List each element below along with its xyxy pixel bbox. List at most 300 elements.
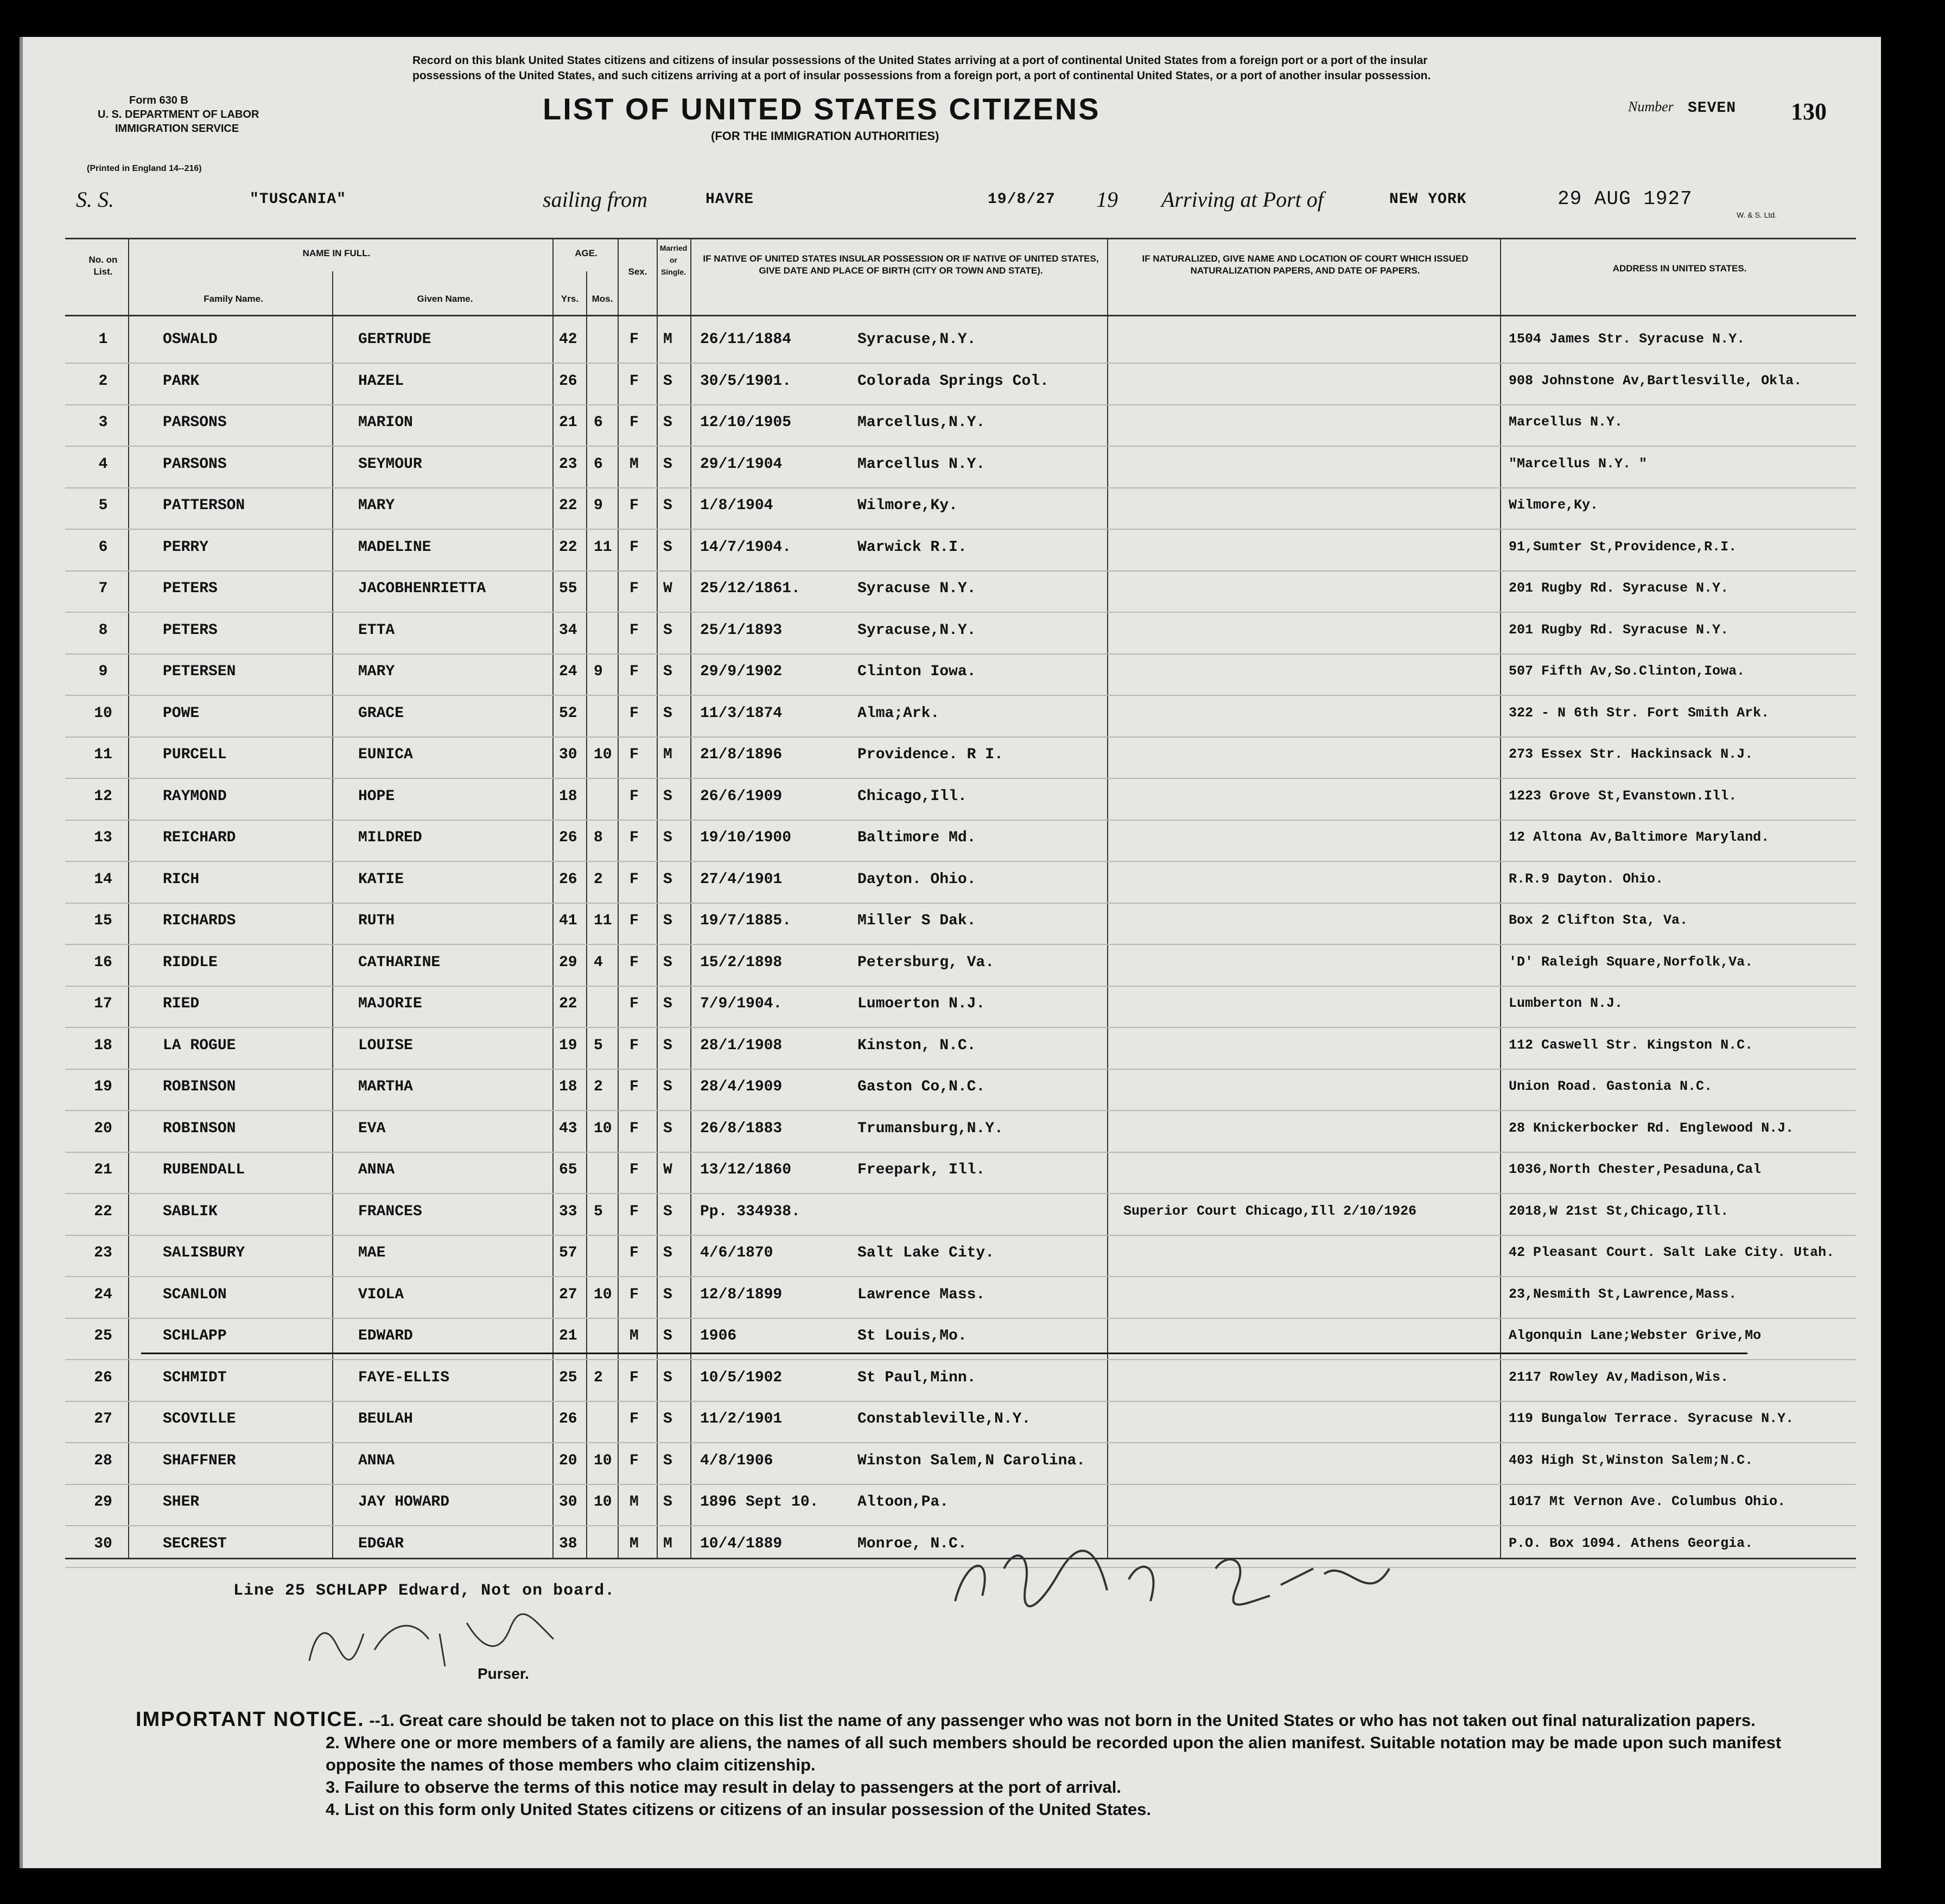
- row-30-yrs: 38: [559, 1535, 577, 1552]
- row-5-addr: Wilmore,Ky.: [1509, 497, 1599, 513]
- row-5-yrs: 22: [559, 497, 577, 514]
- row-11-no: 11: [94, 746, 112, 763]
- col-family: Family Name.: [204, 294, 263, 304]
- handwritten-signature-officer: [933, 1536, 1422, 1628]
- row-17-date: 7/9/1904.: [700, 995, 783, 1012]
- row-13-date: 19/10/1900: [700, 829, 792, 846]
- row-12-family: RAYMOND: [163, 788, 227, 805]
- row-19-ms: S: [663, 1078, 672, 1095]
- row-17-ms: S: [663, 995, 672, 1012]
- ship-name: "TUSCANIA": [250, 191, 347, 208]
- row-13-no: 13: [94, 829, 112, 846]
- row-10-ms: S: [663, 705, 672, 722]
- ss-label: S. S.: [76, 187, 114, 212]
- row-29-given: JAY HOWARD: [358, 1494, 450, 1510]
- row-14-sex: F: [630, 871, 639, 888]
- row-rule: [65, 487, 1856, 488]
- row-5-date: 1/8/1904: [700, 497, 773, 514]
- row-15-no: 15: [94, 912, 112, 929]
- arriving-label: Arriving at Port of: [1161, 187, 1324, 212]
- row-22-sex: F: [630, 1203, 639, 1220]
- row-rule: [65, 903, 1856, 904]
- page-number: 130: [1791, 98, 1827, 125]
- row-18-date: 28/1/1908: [700, 1037, 783, 1054]
- row-6-place: Warwick R.I.: [857, 538, 967, 556]
- row-20-no: 20: [94, 1120, 112, 1137]
- row-17-yrs: 22: [559, 995, 577, 1012]
- row-16-place: Petersburg, Va.: [857, 954, 995, 971]
- row-19-place: Gaston Co,N.C.: [857, 1078, 986, 1095]
- row-28-place: Winston Salem,N Carolina.: [857, 1452, 1086, 1469]
- row-rule: [65, 1484, 1856, 1485]
- row-21-addr: 1036,North Chester,Pesaduna,Cal: [1509, 1162, 1762, 1177]
- row-24-family: SCANLON: [163, 1286, 227, 1303]
- row-28-addr: 403 High St,Winston Salem;N.C.: [1509, 1452, 1753, 1468]
- row-29-no: 29: [94, 1494, 112, 1510]
- row-22-family: SABLIK: [163, 1203, 218, 1220]
- row-1-yrs: 42: [559, 331, 577, 348]
- row-1-place: Syracuse,N.Y.: [857, 331, 976, 348]
- row-13-place: Baltimore Md.: [857, 829, 976, 846]
- row-3-given: MARION: [358, 414, 413, 431]
- row-6-yrs: 22: [559, 538, 577, 556]
- row-26-mos: 2: [594, 1369, 603, 1386]
- row-4-place: Marcellus N.Y.: [857, 455, 986, 473]
- row-19-given: MARTHA: [358, 1078, 413, 1095]
- row-10-no: 10: [94, 705, 112, 722]
- row-rule: [65, 986, 1856, 987]
- row-rule: [65, 570, 1856, 572]
- row-rule: [65, 653, 1856, 655]
- row-30-place: Monroe, N.C.: [857, 1535, 967, 1552]
- row-rule: [65, 695, 1856, 696]
- row-6-given: MADELINE: [358, 538, 431, 556]
- row-8-sex: F: [630, 621, 639, 639]
- row-30-date: 10/4/1889: [700, 1535, 783, 1552]
- row-11-given: EUNICA: [358, 746, 413, 763]
- row-rule: [65, 1235, 1856, 1236]
- row-rule: [65, 612, 1856, 613]
- row-24-yrs: 27: [559, 1286, 577, 1303]
- col-rule: [586, 271, 587, 1558]
- row-3-no: 3: [98, 414, 108, 431]
- row-12-yrs: 18: [559, 788, 577, 805]
- row-4-family: PARSONS: [163, 455, 227, 473]
- row-8-yrs: 34: [559, 621, 577, 639]
- row-4-given: SEYMOUR: [358, 455, 422, 473]
- row-18-sex: F: [630, 1037, 639, 1054]
- row-23-yrs: 57: [559, 1245, 577, 1261]
- printed-note: (Printed in England 14--216): [87, 164, 202, 173]
- row-20-place: Trumansburg,N.Y.: [857, 1120, 1003, 1137]
- row-6-ms: S: [663, 538, 672, 556]
- row-20-family: ROBINSON: [163, 1120, 236, 1137]
- row-3-family: PARSONS: [163, 414, 227, 431]
- row-21-sex: F: [630, 1162, 639, 1178]
- row-15-place: Miller S Dak.: [857, 912, 976, 929]
- row-27-given: BEULAH: [358, 1411, 413, 1427]
- row-9-ms: S: [663, 663, 672, 680]
- row-13-sex: F: [630, 829, 639, 846]
- row-28-date: 4/8/1906: [700, 1452, 773, 1469]
- row-11-place: Providence. R I.: [857, 746, 1003, 763]
- row-4-no: 4: [98, 455, 108, 473]
- row-22-nat: Superior Court Chicago,Ill 2/10/1926: [1123, 1203, 1417, 1219]
- row-14-mos: 2: [594, 871, 603, 888]
- row-1-sex: F: [630, 331, 639, 348]
- row-23-ms: S: [663, 1245, 672, 1261]
- row-rule: [65, 944, 1856, 945]
- row-16-given: CATHARINE: [358, 954, 441, 971]
- row-6-sex: F: [630, 538, 639, 556]
- row-17-given: MAJORIE: [358, 995, 422, 1012]
- row-rule: [65, 1401, 1856, 1402]
- row-22-given: FRANCES: [358, 1203, 422, 1220]
- row-25-ms: S: [663, 1328, 672, 1344]
- row-17-no: 17: [94, 995, 112, 1012]
- row-27-family: SCOVILLE: [163, 1411, 236, 1427]
- sailing-label: sailing from: [543, 187, 647, 212]
- row-30-given: EDGAR: [358, 1535, 404, 1552]
- row-20-sex: F: [630, 1120, 639, 1137]
- row-11-yrs: 30: [559, 746, 577, 763]
- row-2-yrs: 26: [559, 372, 577, 390]
- row-9-yrs: 24: [559, 663, 577, 680]
- row-14-yrs: 26: [559, 871, 577, 888]
- row-11-date: 21/8/1896: [700, 746, 783, 763]
- row-28-mos: 10: [594, 1452, 612, 1469]
- row-16-addr: 'D' Raleigh Square,Norfolk,Va.: [1509, 954, 1753, 970]
- row-2-date: 30/5/1901.: [700, 372, 792, 390]
- row-26-ms: S: [663, 1369, 672, 1386]
- row-20-date: 26/8/1883: [700, 1120, 783, 1137]
- row-5-place: Wilmore,Ky.: [857, 497, 958, 514]
- row-2-place: Colorada Springs Col.: [857, 372, 1049, 390]
- row-4-addr: "Marcellus N.Y. ": [1509, 455, 1648, 472]
- row-18-family: LA ROGUE: [163, 1037, 236, 1054]
- row-20-yrs: 43: [559, 1120, 577, 1137]
- col-sex: Sex.: [628, 266, 647, 277]
- row-18-yrs: 19: [559, 1037, 577, 1054]
- row-19-yrs: 18: [559, 1078, 577, 1095]
- row-17-family: RIED: [163, 995, 200, 1012]
- row-8-addr: 201 Rugby Rd. Syracuse N.Y.: [1509, 621, 1729, 638]
- row-18-addr: 112 Caswell Str. Kingston N.C.: [1509, 1037, 1753, 1053]
- row-2-sex: F: [630, 372, 639, 390]
- row-17-addr: Lumberton N.J.: [1509, 995, 1623, 1011]
- row-28-yrs: 20: [559, 1452, 577, 1469]
- row-24-given: VIOLA: [358, 1286, 404, 1303]
- number-value: SEVEN: [1688, 100, 1737, 117]
- row-27-sex: F: [630, 1411, 639, 1427]
- col-no: No. on List.: [88, 255, 118, 277]
- row-22-mos: 5: [594, 1203, 603, 1220]
- row-16-mos: 4: [594, 954, 603, 971]
- col-name-in-full: NAME IN FULL.: [302, 248, 371, 258]
- row-25-place: St Louis,Mo.: [857, 1328, 967, 1344]
- row-1-ms: M: [663, 331, 672, 348]
- row-5-mos: 9: [594, 497, 603, 514]
- col-married: Married or Single.: [659, 244, 688, 276]
- row-16-ms: S: [663, 954, 672, 971]
- row-16-sex: F: [630, 954, 639, 971]
- row-16-date: 15/2/1898: [700, 954, 783, 971]
- row-2-ms: S: [663, 372, 672, 390]
- row-12-given: HOPE: [358, 788, 395, 805]
- row-29-date: 1896 Sept 10.: [700, 1494, 819, 1510]
- row-24-ms: S: [663, 1286, 672, 1303]
- row-25-addr: Algonquin Lane;Webster Grive,Mo: [1509, 1328, 1762, 1343]
- row-15-sex: F: [630, 912, 639, 929]
- row-27-no: 27: [94, 1411, 112, 1427]
- row-rule: [65, 820, 1856, 821]
- row-29-yrs: 30: [559, 1494, 577, 1510]
- row-23-family: SALISBURY: [163, 1245, 245, 1261]
- row-26-date: 10/5/1902: [700, 1369, 783, 1386]
- row-1-given: GERTRUDE: [358, 331, 431, 348]
- row-15-family: RICHARDS: [163, 912, 236, 929]
- row-5-sex: F: [630, 497, 639, 514]
- notice-item-3: 3. Failure to observe the terms of this notice may result in delay to passengers at the port of arrival.: [326, 1778, 1122, 1797]
- row-11-mos: 10: [594, 746, 612, 763]
- row-16-yrs: 29: [559, 954, 577, 971]
- row-21-no: 21: [94, 1162, 112, 1178]
- row-9-given: MARY: [358, 663, 395, 680]
- row-8-ms: S: [663, 621, 672, 639]
- row-rule: [65, 778, 1856, 779]
- row-19-sex: F: [630, 1078, 639, 1095]
- row-16-no: 16: [94, 954, 112, 971]
- row-4-sex: M: [630, 455, 639, 473]
- row-2-given: HAZEL: [358, 372, 404, 390]
- row-11-sex: F: [630, 746, 639, 763]
- row-rule: [65, 446, 1856, 447]
- row-23-no: 23: [94, 1245, 112, 1261]
- page-subtitle: (FOR THE IMMIGRATION AUTHORITIES): [711, 129, 939, 143]
- row-10-yrs: 52: [559, 705, 577, 722]
- row-11-ms: M: [663, 746, 672, 763]
- handwritten-signature-notes: [304, 1601, 586, 1677]
- row-15-yrs: 41: [559, 912, 577, 929]
- row-rule: [65, 1525, 1856, 1526]
- row-10-place: Alma;Ark.: [857, 705, 940, 722]
- row-5-family: PATTERSON: [163, 497, 245, 514]
- row-1-family: OSWALD: [163, 331, 218, 348]
- row-23-place: Salt Lake City.: [857, 1245, 995, 1261]
- row-21-given: ANNA: [358, 1162, 395, 1178]
- row-22-ms: S: [663, 1203, 672, 1220]
- row-15-mos: 11: [594, 912, 612, 929]
- row-rule: [65, 1110, 1856, 1111]
- printer-mark: W. & S. Ltd.: [1737, 211, 1777, 219]
- row-26-given: FAYE-ELLIS: [358, 1369, 450, 1386]
- row-1-no: 1: [98, 331, 108, 348]
- row-2-family: PARK: [163, 372, 200, 390]
- row-18-ms: S: [663, 1037, 672, 1054]
- row-7-no: 7: [98, 580, 108, 597]
- row-29-addr: 1017 Mt Vernon Ave. Columbus Ohio.: [1509, 1494, 1786, 1509]
- row-29-mos: 10: [594, 1494, 612, 1510]
- row-6-no: 6: [98, 538, 108, 556]
- row-11-addr: 273 Essex Str. Hackinsack N.J.: [1509, 746, 1753, 762]
- row-8-given: ETTA: [358, 621, 395, 639]
- row-14-no: 14: [94, 871, 112, 888]
- number-label: Number: [1628, 99, 1674, 115]
- row-9-date: 29/9/1902: [700, 663, 783, 680]
- row-29-ms: S: [663, 1494, 672, 1510]
- row-23-addr: 42 Pleasant Court. Salt Lake City. Utah.: [1509, 1245, 1835, 1260]
- col-rule: [332, 271, 333, 1558]
- row-23-given: MAE: [358, 1245, 386, 1261]
- row-6-mos: 11: [594, 538, 612, 556]
- row-20-mos: 10: [594, 1120, 612, 1137]
- page-title: LIST OF UNITED STATES CITIZENS: [543, 92, 1101, 126]
- important-notice: [136, 1709, 1845, 1820]
- row-3-addr: Marcellus N.Y.: [1509, 414, 1623, 430]
- row-12-sex: F: [630, 788, 639, 805]
- row-30-family: SECREST: [163, 1535, 227, 1552]
- row-rule: [65, 861, 1856, 862]
- row-9-family: PETERSEN: [163, 663, 236, 680]
- row-28-sex: F: [630, 1452, 639, 1469]
- row-25-family: SCHLAPP: [163, 1328, 227, 1344]
- row-5-given: MARY: [358, 497, 395, 514]
- row-rule: [65, 1069, 1856, 1070]
- row-rule: [65, 404, 1856, 405]
- row-22-yrs: 33: [559, 1203, 577, 1220]
- row-19-date: 28/4/1909: [700, 1078, 783, 1095]
- row-29-sex: M: [630, 1494, 639, 1510]
- row-28-no: 28: [94, 1452, 112, 1469]
- row-10-addr: 322 - N 6th Str. Fort Smith Ark.: [1509, 705, 1770, 721]
- row-27-yrs: 26: [559, 1411, 577, 1427]
- row-18-given: LOUISE: [358, 1037, 413, 1054]
- row-2-no: 2: [98, 372, 108, 390]
- row-24-place: Lawrence Mass.: [857, 1286, 986, 1303]
- row-22-date: Pp. 334938.: [700, 1203, 800, 1220]
- row-9-addr: 507 Fifth Av,So.Clinton,Iowa.: [1509, 663, 1745, 679]
- row-7-addr: 201 Rugby Rd. Syracuse N.Y.: [1509, 580, 1729, 596]
- sailing-from: HAVRE: [705, 191, 754, 208]
- department: U. S. DEPARTMENT OF LABOR: [98, 109, 259, 120]
- row-14-family: RICH: [163, 871, 200, 888]
- row-24-sex: F: [630, 1286, 639, 1303]
- row-rule: [65, 737, 1856, 738]
- row-30-ms: M: [663, 1535, 672, 1552]
- row-2-addr: 908 Johnstone Av,Bartlesville, Okla.: [1509, 372, 1802, 389]
- row-24-mos: 10: [594, 1286, 612, 1303]
- row-12-no: 12: [94, 788, 112, 805]
- row-14-given: KATIE: [358, 871, 404, 888]
- row-8-place: Syracuse,N.Y.: [857, 621, 976, 639]
- row-6-date: 14/7/1904.: [700, 538, 792, 556]
- row-10-sex: F: [630, 705, 639, 722]
- row-15-date: 19/7/1885.: [700, 912, 792, 929]
- row-30-no: 30: [94, 1535, 112, 1552]
- row-rule: [65, 1359, 1856, 1360]
- row-14-date: 27/4/1901: [700, 871, 783, 888]
- line25-note: Line 25 SCHLAPP Edward, Not on board.: [233, 1582, 615, 1600]
- row-rule: [65, 1193, 1856, 1194]
- row-27-addr: 119 Bungalow Terrace. Syracuse N.Y.: [1509, 1411, 1794, 1426]
- row-22-no: 22: [94, 1203, 112, 1220]
- row-4-mos: 6: [594, 455, 603, 473]
- row-18-mos: 5: [594, 1037, 603, 1054]
- row-10-given: GRACE: [358, 705, 404, 722]
- row-18-place: Kinston, N.C.: [857, 1037, 976, 1054]
- row-26-place: St Paul,Minn.: [857, 1369, 976, 1386]
- row-25-no: 25: [94, 1328, 112, 1344]
- row-28-given: ANNA: [358, 1452, 395, 1469]
- notice-item-1: --1. Great care should be taken not to place on this list the name of any passenger who was not born in the United States or who has not taken out final naturalization papers.: [369, 1711, 1756, 1730]
- row-19-addr: Union Road. Gastonia N.C.: [1509, 1078, 1713, 1094]
- row-7-yrs: 55: [559, 580, 577, 597]
- row-13-mos: 8: [594, 829, 603, 846]
- row-21-date: 13/12/1860: [700, 1162, 792, 1178]
- row-8-family: PETERS: [163, 621, 218, 639]
- row-rule: [65, 1276, 1856, 1277]
- row-4-yrs: 23: [559, 455, 577, 473]
- row-26-no: 26: [94, 1369, 112, 1386]
- row-rule: [65, 1442, 1856, 1443]
- row-7-given: JACOBHENRIETTA: [358, 580, 486, 597]
- row-9-no: 9: [98, 663, 108, 680]
- row-27-date: 11/2/1901: [700, 1411, 783, 1427]
- row-15-given: RUTH: [358, 912, 395, 929]
- row-24-addr: 23,Nesmith St,Lawrence,Mass.: [1509, 1286, 1737, 1302]
- row-13-given: MILDRED: [358, 829, 422, 846]
- row-10-family: POWE: [163, 705, 200, 722]
- table-header-rule: [65, 315, 1856, 316]
- row-1-date: 26/11/1884: [700, 331, 792, 348]
- row-5-ms: S: [663, 497, 672, 514]
- row-4-ms: S: [663, 455, 672, 473]
- row-8-no: 8: [98, 621, 108, 639]
- row-9-sex: F: [630, 663, 639, 680]
- row-12-place: Chicago,Ill.: [857, 788, 967, 805]
- row-19-mos: 2: [594, 1078, 603, 1095]
- row-5-no: 5: [98, 497, 108, 514]
- row-9-mos: 9: [594, 663, 603, 680]
- col-naturalized: IF NATURALIZED, GIVE NAME AND LOCATION OF COURT WHICH ISSUED NATURALIZATION PAPERS, AND DATE OF PAPERS.: [1142, 253, 1469, 276]
- row-23-date: 4/6/1870: [700, 1245, 773, 1261]
- row-rule: [65, 1152, 1856, 1153]
- row-7-family: PETERS: [163, 580, 218, 597]
- sail-date: 19/8/27: [988, 191, 1056, 208]
- row-6-family: PERRY: [163, 538, 209, 556]
- service: IMMIGRATION SERVICE: [115, 123, 239, 135]
- row-26-addr: 2117 Rowley Av,Madison,Wis.: [1509, 1369, 1729, 1385]
- row-20-ms: S: [663, 1120, 672, 1137]
- row-3-place: Marcellus,N.Y.: [857, 414, 986, 431]
- arrival-port: NEW YORK: [1389, 191, 1467, 208]
- row-21-family: RUBENDALL: [163, 1162, 245, 1178]
- row-3-ms: S: [663, 414, 672, 431]
- row-rule: [65, 529, 1856, 530]
- row-3-mos: 6: [594, 414, 603, 431]
- row-12-addr: 1223 Grove St,Evanstown.Ill.: [1509, 788, 1737, 804]
- row-rule: [65, 363, 1856, 364]
- row-7-sex: F: [630, 580, 639, 597]
- year-prefix: 19: [1096, 187, 1118, 212]
- row-19-no: 19: [94, 1078, 112, 1095]
- row-1-addr: 1504 James Str. Syracuse N.Y.: [1509, 331, 1745, 347]
- col-given: Given Name.: [417, 294, 473, 304]
- row-13-addr: 12 Altona Av,Baltimore Maryland.: [1509, 829, 1770, 845]
- col-birth: IF NATIVE OF UNITED STATES INSULAR POSSESSION OR IF NATIVE OF UNITED STATES, GIVE DATE AND PLACE OF BIRTH (CITY OR TOWN AND STATE).: [703, 253, 1099, 276]
- row-25-date: 1906: [700, 1328, 737, 1344]
- row-7-ms: W: [663, 580, 672, 597]
